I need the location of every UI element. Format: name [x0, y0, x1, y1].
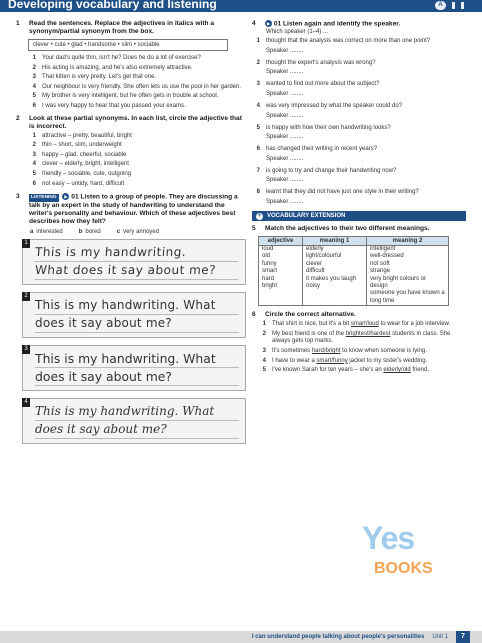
table-cell: light/colourful: [306, 253, 342, 260]
speaker-blank[interactable]: Speaker ........: [266, 177, 304, 184]
exercise-1-instruction: Read the sentences. Replace the adjectives in italics with a synonym/partial synonym from the box.: [29, 20, 215, 35]
sentence-start: I've known Sarah for ten years – she's an: [272, 367, 384, 374]
word-box: clever • cute • glad • handsome • slim • sociable: [28, 39, 228, 51]
item-number: 6: [32, 180, 36, 187]
item-number: 1: [32, 132, 36, 139]
watermark-line-2: BOOKS: [374, 560, 433, 577]
table-cell: strange: [370, 268, 391, 275]
item-text: was very impressed by what the speaker could do?: [266, 103, 403, 110]
exercise-3-track: 01: [71, 193, 79, 201]
table-header-meaning-1: meaning 1: [303, 237, 367, 246]
table-cell: very bright colours or design: [370, 275, 427, 290]
exercise-4-subheading: Which speaker (1–4) ...: [266, 29, 329, 36]
speaker-blank[interactable]: Speaker ........: [266, 91, 304, 98]
meaning-2-column: [367, 246, 449, 306]
exercise-2-instruction: Look at these partial synonyms. In each list, circle the adjective that is incorrect.: [29, 114, 242, 130]
bar-icon-2: [461, 2, 464, 9]
table-row: [259, 246, 449, 306]
list-item: [252, 146, 466, 154]
option-text: interested: [36, 229, 63, 236]
exercise-6-number: 6: [252, 311, 256, 319]
list-item: [258, 321, 466, 329]
publisher-watermark: [360, 520, 460, 600]
item-text: thought the expert's analysis was wrong?: [266, 59, 376, 66]
handwriting-sample-2: [22, 292, 246, 338]
item-text: thin – short, slim, underweight: [42, 142, 122, 149]
list-item: [28, 103, 246, 111]
sentence-end: jacket to my sister's wedding.: [347, 357, 428, 364]
handwriting-sample-4: [22, 398, 246, 444]
list-item: [28, 152, 246, 160]
vocabulary-extension-label: VOCABULARY EXTENSION: [267, 213, 346, 219]
exercise-5-number: 5: [252, 225, 256, 232]
table-cell: intelligent: [370, 246, 396, 252]
item-text: That kitten is very pretty. Let's get that one.: [42, 74, 157, 81]
exercise-1-items: [28, 55, 246, 111]
right-column: [252, 20, 466, 377]
page-title: Developing vocabulary and listening: [8, 0, 217, 11]
list-item: [28, 93, 246, 101]
handwriting-line: does it say about me?: [35, 315, 239, 333]
list-item: [28, 161, 246, 169]
audio-track-icon: ▶: [266, 21, 271, 26]
item-text: Our neighbour is very friendly. She often lets us use the pool in her garden.: [42, 83, 242, 90]
sample-number: 1: [22, 239, 30, 248]
item-number: 2: [256, 59, 260, 66]
sentence-start: I have to wear a: [272, 357, 317, 364]
list-item: [28, 84, 246, 92]
footer-can-do-statement: I can understand people talking about people's personalities: [251, 634, 425, 640]
item-number: 5: [32, 93, 36, 100]
item-number: 3: [262, 348, 266, 355]
item-number: 2: [262, 330, 266, 337]
item-text: [272, 348, 466, 356]
table-cell: hard: [262, 275, 275, 282]
list-item: [252, 60, 466, 68]
handwriting-line: This is my handwriting. What: [35, 350, 239, 368]
list-item: [252, 125, 466, 133]
item-text: His acting is amazing, and he's also extremely attractive.: [42, 64, 193, 71]
exercise-2-number: 2: [16, 114, 20, 122]
item-number: 3: [256, 81, 260, 88]
option-a[interactable]: [30, 229, 63, 235]
page-header: [0, 0, 482, 12]
table-cell: old: [262, 253, 271, 260]
list-item: [28, 133, 246, 141]
item-number: 1: [262, 321, 266, 328]
item-number: 4: [256, 103, 260, 110]
audio-icon: A: [435, 1, 446, 10]
exercise-4-track: 01: [273, 20, 282, 28]
speaker-blank[interactable]: Speaker ........: [266, 69, 304, 76]
footer-content: [0, 631, 482, 643]
item-text: My brother is very intelligent, but he often gets in trouble at school.: [42, 93, 219, 100]
item-text: I was very happy to hear that you passed your exams.: [42, 102, 186, 109]
sentence-end: to know when someone is lying.: [340, 348, 427, 355]
item-text: is going to try and change their handwriting now?: [266, 167, 397, 174]
item-number: 4: [32, 83, 36, 90]
option-c[interactable]: [117, 229, 159, 235]
exercise-3-heading: [16, 193, 246, 226]
item-number: 7: [256, 167, 260, 174]
handwriting-line: This is my handwriting. What: [35, 297, 239, 315]
handwriting-samples: [16, 239, 246, 444]
list-item: [258, 331, 466, 346]
list-item: [252, 38, 466, 46]
item-text: thought that the analysis was correct on more than one point?: [266, 38, 431, 45]
exercise-5-heading: [252, 225, 466, 233]
table-cell: noisy: [306, 283, 321, 290]
table-header-adjective: adjective: [259, 237, 303, 246]
plus-icon: +: [257, 212, 262, 219]
footer-unit: Unit 1: [432, 634, 448, 640]
handwriting-line: does it say about me?: [35, 421, 239, 439]
sample-number: 4: [22, 398, 30, 407]
alternatives[interactable]: smart/loud: [350, 321, 379, 328]
table-cell: clever: [306, 260, 323, 267]
sentence-start: That shirt is nice, but it's a bit: [272, 321, 351, 328]
table-cell: loud: [262, 246, 274, 252]
list-item: [252, 81, 466, 89]
table-cell: not soft: [370, 260, 390, 267]
option-letter: c: [116, 229, 121, 236]
speaker-blank[interactable]: Speaker ........: [266, 112, 304, 119]
item-number: 1: [32, 55, 36, 61]
item-number: 3: [32, 74, 36, 81]
exercise-4-items: [252, 38, 466, 205]
item-number: 3: [32, 151, 36, 158]
item-number: 2: [32, 142, 36, 149]
speaker-blank[interactable]: Speaker ........: [266, 199, 304, 205]
list-item: [28, 55, 246, 63]
item-number: 5: [32, 170, 36, 177]
table-cell: smart: [262, 268, 277, 275]
exercise-3-number: 3: [16, 193, 20, 201]
table-cell: well-dressed: [370, 253, 404, 260]
table-header-meaning-2: meaning 2: [367, 237, 449, 246]
list-item: [252, 168, 466, 176]
item-text: [272, 331, 466, 346]
option-b[interactable]: [79, 229, 101, 235]
left-column: [16, 20, 246, 451]
table-cell: it makes you laugh: [306, 275, 357, 282]
item-number: 8: [256, 189, 260, 196]
item-text: friendly – sociable, cute, outgoing: [42, 170, 132, 177]
item-number: 4: [262, 357, 266, 364]
page-number: 7: [456, 631, 470, 643]
table-cell: elderly: [306, 246, 324, 252]
item-number: 2: [32, 64, 36, 71]
header-icons: [435, 1, 464, 10]
alternatives[interactable]: hard/bright: [311, 348, 341, 355]
item-text: happy – glad, cheerful, sociable: [42, 151, 127, 158]
sentence-start: It's sometimes: [272, 348, 312, 355]
item-number: 6: [32, 102, 36, 109]
handwriting-line: This is my handwriting.: [34, 244, 239, 262]
list-item: [258, 367, 466, 375]
exercise-3-options: [30, 229, 246, 235]
item-number: 5: [262, 367, 266, 374]
speaker-blank[interactable]: Speaker ........: [266, 47, 304, 54]
exercise-1-number: 1: [16, 20, 20, 27]
exercise-3-instruction: [29, 193, 246, 226]
exercise-4-text: Listen again and identify the speaker.: [283, 20, 401, 28]
item-text: clever – elderly, bright, intelligent: [42, 161, 129, 168]
sentence-end: to wear for a job interview.: [378, 321, 451, 328]
vocabulary-extension-banner: [252, 211, 466, 221]
list-item: [252, 189, 466, 197]
item-text: is happy with how their own handwriting looks?: [266, 124, 391, 131]
exercise-6-heading: [252, 311, 466, 319]
list-item: [28, 65, 246, 73]
option-letter: a: [30, 229, 34, 236]
item-text: [272, 321, 466, 329]
handwriting-sample-3: [22, 345, 246, 391]
alternatives[interactable]: elderly/old: [383, 367, 411, 374]
exercise-6-instruction: Circle the correct alternative.: [265, 311, 356, 319]
sentence-start: My best friend is one of the: [272, 330, 346, 337]
option-letter: b: [78, 229, 83, 236]
exercise-2-items: [28, 133, 246, 189]
exercise-2-heading: [16, 115, 246, 131]
watermark-line-1: Yes: [362, 520, 415, 556]
option-text: very annoyed: [123, 229, 160, 236]
list-item: [28, 181, 246, 189]
item-text: wanted to find out more about the subject?: [266, 81, 380, 88]
exercise-5-instruction: Match the adjectives to their two different meanings.: [265, 225, 430, 232]
listening-tag: LISTENING: [31, 195, 57, 201]
exercise-4-number: 4: [252, 20, 256, 27]
item-number: 6: [256, 146, 260, 153]
item-number: 5: [256, 124, 260, 131]
item-number: 1: [256, 38, 260, 45]
table-cell: someone you have known a long time: [370, 290, 445, 304]
exercise-4-heading: [252, 20, 466, 28]
list-item: [28, 74, 246, 82]
item-text: has changed their writing in recent years?: [266, 146, 378, 153]
item-text: [272, 367, 466, 375]
meaning-1-column: [303, 246, 367, 306]
exercise-3-text: Listen to a group of people. They are discussing a talk by an expert in the study of handwriting to understand the writer's personality and behaviour. Which of these adjectives best describes how they felt?: [29, 193, 238, 226]
handwriting-sample-1: [22, 239, 246, 285]
list-item: [252, 103, 466, 111]
item-text: attractive – pretty, beautiful, bright: [42, 132, 132, 139]
audio-track-icon: ▶: [64, 194, 68, 200]
item-text: [272, 358, 466, 366]
item-text: learnt that they did not have just one style in their writing?: [266, 189, 419, 196]
list-item: [28, 142, 246, 150]
alternatives[interactable]: smart/funny: [316, 357, 348, 364]
sample-number: 3: [22, 345, 30, 354]
adjective-column: [259, 246, 303, 306]
table-header-row: [259, 237, 449, 246]
item-text: not easy – untidy, hard, difficult: [42, 180, 125, 187]
table-cell: bright: [262, 283, 278, 290]
alternatives[interactable]: brightest/hardest: [345, 330, 391, 337]
exercise-1-heading: [16, 20, 246, 36]
bar-icon: [452, 2, 455, 9]
sentence-end: students in class. She always gets top marks.: [272, 330, 451, 345]
exercise-6-items: [258, 321, 466, 375]
sample-number: 2: [22, 292, 30, 301]
speaker-blank[interactable]: Speaker ........: [266, 155, 304, 162]
item-text: Your dad's quite thin, isn't he? Does he do a lot of exercise?: [42, 55, 201, 61]
sentence-end: friend.: [410, 367, 430, 374]
table-cell: funny: [262, 260, 277, 267]
list-item: [28, 171, 246, 179]
list-item: [258, 348, 466, 356]
table-cell: difficult: [306, 268, 325, 275]
option-text: bored: [85, 229, 101, 236]
handwriting-line: does it say about me?: [35, 368, 239, 386]
handwriting-line: What does it say about me?: [34, 262, 239, 280]
speaker-blank[interactable]: Speaker ........: [266, 134, 304, 141]
adjective-table: [258, 236, 449, 306]
item-number: 4: [32, 161, 36, 168]
list-item: [258, 358, 466, 366]
exercise-4-instruction: [265, 20, 466, 28]
handwriting-line: This is my handwriting. What: [35, 403, 239, 421]
